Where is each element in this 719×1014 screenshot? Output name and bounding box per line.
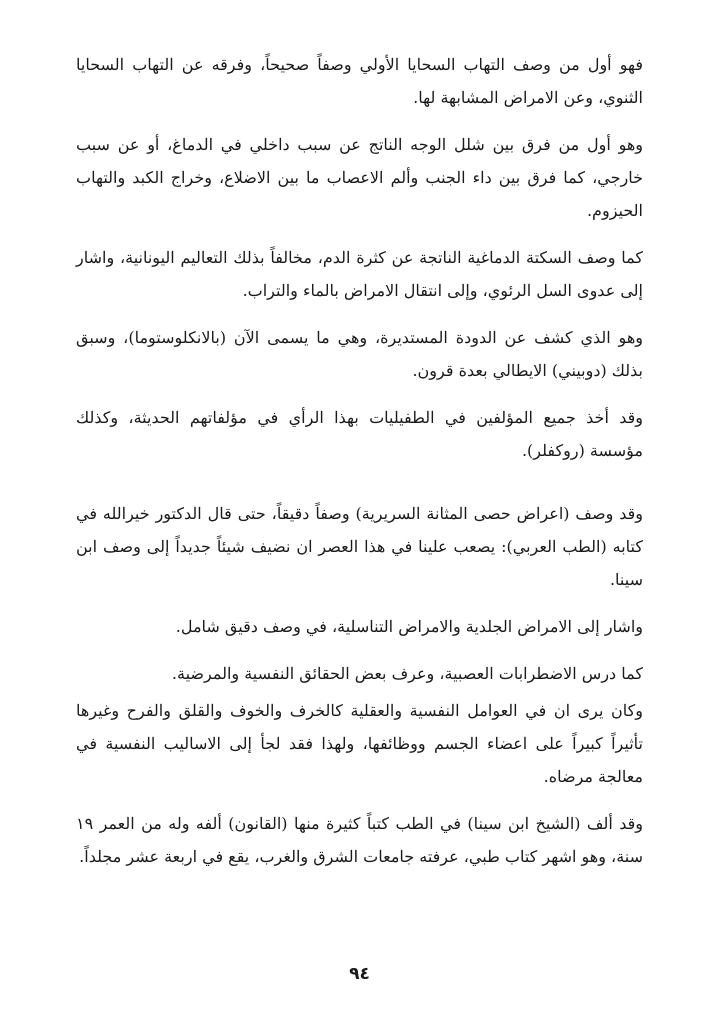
page-number: ٩٤ bbox=[349, 964, 370, 984]
paragraph-canon-of-medicine: وقد ألف (الشيخ ابن سينا) في الطب كتباً كثيرة منها (القانون) ألفه وله من العمر ١٩ سنة، وهو اشهر كتاب طبي، عرفته جامعات الشرق والغرب، يقع في اربعة عشر مجلداً. bbox=[76, 814, 643, 866]
page-body bbox=[76, 48, 643, 873]
paragraph-stroke: كما وصف السكتة الدماغية الناتجة عن كثرة الدم، مخالفاً بذلك التعاليم اليونانية، واشار إلى عدوى السل الرئوي، وإلى انتقال الامراض بالماء والتراب. bbox=[76, 248, 643, 300]
paragraph-meningitis: فهو أول من وصف التهاب السحايا الأولي وصفاً صحيحاً، وفرقه عن التهاب السحايا الثنوي، وعن الامراض المشابهة لها. bbox=[76, 55, 643, 107]
paragraph-psychological-factors: وكان يرى ان في العوامل النفسية والعقلية كالخرف والخوف والقلق والفرح وغيرها تأثيراً كبيراً على اعضاء الجسم ووظائفها، ولهذا فقد لجأ إلى الاساليب النفسية في معالجة مرضاه. bbox=[76, 701, 643, 786]
paragraph-parasitology: وقد أخذ جميع المؤلفين في الطفيليات بهذا الرأي في مؤلفاتهم الحديثة، وكذلك مؤسسة (روكفلر). bbox=[76, 408, 643, 460]
paragraph-facial-paralysis: وهو أول من فرق بين شلل الوجه الناتج عن سبب داخلي في الدماغ، أو عن سبب خارجي، كما فرق بين داء الجنب وألم الاعصاب ما بين الاضلاع، وخراج الكبد والتهاب الحيزوم. bbox=[76, 135, 643, 220]
paragraph-hookworm: وهو الذي كشف عن الدودة المستديرة، وهي ما يسمى الآن (بالانكلوستوما)، وسبق بذلك (دوبيني) الايطالي بعدة قرون. bbox=[76, 328, 643, 380]
paragraph-bladder-stones: وقد وصف (اعراض حصى المثانة السريرية) وصفاً دقيقاً، حتى قال الدكتور خيرالله في كتابه (الطب العربي): يصعب علينا في هذا العصر ان نضيف شيئاً جديداً إلى وصف ابن سينا. bbox=[76, 504, 643, 589]
paragraph-skin-diseases: واشار إلى الامراض الجلدية والامراض التناسلية، في وصف دقيق شامل. bbox=[175, 617, 643, 636]
paragraph-nervous-disorders: كما درس الاضطرابات العصبية، وعرف بعض الحقائق النفسية والمرضية. bbox=[171, 664, 643, 683]
